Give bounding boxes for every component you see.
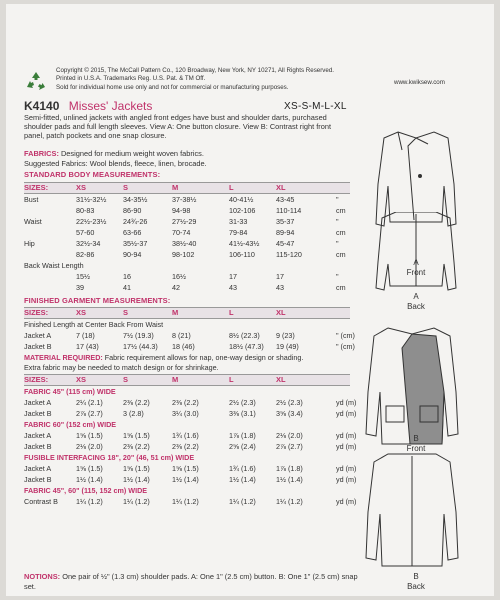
row-value: 98-102	[172, 250, 195, 259]
row-value: 2⅞ (2.7)	[76, 409, 103, 418]
table-row	[24, 331, 364, 341]
row-value: 2⅝ (2.4)	[229, 442, 256, 451]
table-row	[24, 228, 364, 238]
recycle-icon	[24, 70, 48, 94]
row-value: 7 (18)	[76, 331, 95, 340]
row-unit: "	[336, 217, 339, 226]
sizes-header-cell: L	[229, 375, 234, 384]
row-value: 3⅝ (3.4)	[276, 409, 303, 418]
row-value: 2¼ (2.1)	[76, 398, 103, 407]
row-label: Jacket B	[24, 442, 52, 451]
row-value: 1⅝ (1.5)	[76, 464, 103, 473]
pattern-name: Misses' Jackets	[68, 99, 153, 113]
row-value: 1½ (1.4)	[76, 475, 103, 484]
row-unit: cm	[336, 283, 346, 292]
row-unit: yd (m)	[336, 431, 357, 440]
sketch-view-a-back	[368, 212, 464, 292]
sizes-header-cell: M	[172, 375, 179, 384]
row-value: 16	[123, 272, 131, 281]
row-value: 3⅜ (3.1)	[229, 409, 256, 418]
sizes-header-cell: S	[123, 375, 129, 384]
material-required-text: Fabric requirement allows for nap, one-way design or shading.	[102, 353, 304, 362]
row-value: 70-74	[172, 228, 191, 237]
row-value: 2⅛ (2.0)	[276, 431, 303, 440]
row-value: 17	[276, 272, 284, 281]
sizes-header-row	[24, 307, 350, 319]
row-value: 41	[123, 283, 131, 292]
row-value: 1½ (1.4)	[276, 475, 303, 484]
sizes-header-cell: XS	[76, 183, 87, 192]
fabrics-block	[24, 149, 344, 168]
row-label: Waist	[24, 217, 42, 226]
row-value: 9 (23)	[276, 331, 295, 340]
row-unit: " (cm)	[336, 331, 355, 340]
view-b-front-letter: B	[413, 434, 419, 443]
table-row	[24, 250, 364, 260]
row-unit: cm	[336, 228, 346, 237]
sizes-header-cell: XS	[76, 308, 87, 317]
row-value: 89-94	[276, 228, 295, 237]
row-value: 79-84	[229, 228, 248, 237]
suggested-fabrics: Suggested Fabrics: Wool blends, fleece, linen, brocade.	[24, 158, 207, 168]
view-b-front-side: Front	[406, 444, 426, 453]
view-b-back-letter: B	[413, 572, 419, 581]
row-value: 35-37	[276, 217, 295, 226]
row-unit: yd (m)	[336, 475, 357, 484]
row-value: 1¼ (1.2)	[172, 497, 199, 506]
row-value: 8½ (22.3)	[229, 331, 260, 340]
row-unit: "	[336, 239, 339, 248]
row-value: 7½ (19.3)	[123, 331, 154, 340]
row-value: 106-110	[229, 250, 255, 259]
row-value: 2⅜ (2.2)	[172, 442, 199, 451]
row-value: 17	[229, 272, 237, 281]
fabric-group-title: FUSIBLE INTERFACING 18", 20" (46, 51 cm) WIDE	[24, 453, 195, 462]
table-row	[24, 409, 364, 419]
row-label: Jacket B	[24, 475, 52, 484]
sizes-header-cell: XS	[76, 375, 87, 384]
sizes-header-cell: L	[229, 183, 234, 192]
sizes-header-cell: XL	[276, 183, 286, 192]
pattern-number: K4140	[24, 99, 60, 113]
row-value: 1⅝ (1.5)	[123, 431, 150, 440]
row-unit: "	[336, 195, 339, 204]
row-value: 43	[229, 283, 237, 292]
row-value: 63-66	[123, 228, 142, 237]
row-value: 2½ (2.3)	[229, 398, 256, 407]
row-label: Jacket A	[24, 431, 52, 440]
row-value: 2⅛ (2.0)	[76, 442, 103, 451]
notions-text: One pair of ½" (1.3 cm) shoulder pads. A: One 1" (2.5 cm) button. B: One 1" (2.5 cm) snap set.	[24, 572, 358, 591]
row-value: 2⅞ (2.7)	[276, 442, 303, 451]
sizes-header-cell: XL	[276, 375, 286, 384]
table-row	[24, 272, 364, 282]
row-value: 1¼ (1.2)	[123, 497, 150, 506]
pattern-header	[24, 99, 152, 113]
row-value: 1⅝ (1.5)	[123, 464, 150, 473]
table-row	[24, 206, 364, 216]
sizes-header-cell: SIZES:	[24, 308, 49, 317]
row-label: Jacket B	[24, 342, 52, 351]
copyright-block	[56, 67, 356, 92]
row-value: 31½-32½	[76, 195, 107, 204]
printed-line: Printed in U.S.A. Trademarks Reg. U.S. Pat. & TM Off.	[56, 75, 206, 83]
row-value: 90-94	[123, 250, 142, 259]
row-value: 43	[276, 283, 284, 292]
sizes-header-cell: M	[172, 183, 179, 192]
row-value: 2⅜ (2.2)	[172, 398, 199, 407]
row-value: 110-114	[276, 206, 302, 215]
sketch-view-b-back	[356, 452, 468, 572]
row-value: 31-33	[229, 217, 248, 226]
row-value: 1⅞ (1.8)	[229, 431, 256, 440]
table-row	[24, 398, 364, 408]
row-value: 24¾-26	[123, 217, 148, 226]
fabric-group-title: FABRIC 45" (115 cm) WIDE	[24, 387, 116, 396]
notions-block	[24, 572, 364, 591]
row-value: 3 (2.8)	[123, 409, 144, 418]
row-unit: cm	[336, 206, 346, 215]
sizes-header-cell: M	[172, 308, 179, 317]
row-value: 35½-37	[123, 239, 148, 248]
view-a-back-side: Back	[407, 302, 425, 311]
table-row	[24, 195, 364, 205]
row-value: 43-45	[276, 195, 295, 204]
sizes-header-cell: SIZES:	[24, 375, 49, 384]
row-value: 27½-29	[172, 217, 197, 226]
table-row	[24, 475, 364, 485]
copyright-line: Copyright © 2015, The McCall Pattern Co., 120 Broadway, New York, NY 10271, All Rights Reserved.	[56, 67, 334, 74]
row-unit: cm	[336, 250, 346, 259]
row-value: 41½-43½	[229, 239, 260, 248]
row-unit: yd (m)	[336, 442, 357, 451]
row-value: 1½ (1.4)	[172, 475, 199, 484]
row-value: 19 (49)	[276, 342, 299, 351]
material-required-text-2: Extra fabric may be needed to match design or for shrinkage.	[24, 363, 219, 372]
row-value: 57-60	[76, 228, 95, 237]
row-unit: " (cm)	[336, 342, 355, 351]
row-value: 1¾ (1.6)	[229, 464, 256, 473]
table-row	[24, 431, 364, 441]
material-required-line	[24, 353, 303, 362]
fabric-group-title: FABRIC 45", 60" (115, 152 cm) WIDE	[24, 486, 148, 495]
row-value: 86-90	[123, 206, 142, 215]
row-unit: yd (m)	[336, 409, 357, 418]
row-value: 17½ (44.3)	[123, 342, 158, 351]
row-value: 2½ (2.3)	[276, 398, 303, 407]
standard-measurements-title: STANDARD BODY MEASUREMENTS:	[24, 170, 161, 179]
row-value: 32½-34	[76, 239, 101, 248]
row-value: 18½ (47.3)	[229, 342, 264, 351]
view-a-front-letter: A	[413, 258, 419, 267]
description: Semi-fitted, unlined jackets with angled front edges have bust and shoulder darts, purchased shoulder pads and full length sleeves. View A: One button closure. View B: Contrast right front panel, patch pockets and one snap closure.	[24, 113, 332, 141]
row-unit: "	[336, 272, 339, 281]
row-value: 17 (43)	[76, 342, 99, 351]
row-value: 80-83	[76, 206, 95, 215]
row-label: Contrast B	[24, 497, 58, 506]
row-value: 1½ (1.4)	[123, 475, 150, 484]
sizes-header-row	[24, 374, 350, 386]
finished-measurements-title: FINISHED GARMENT MEASUREMENTS:	[24, 296, 171, 305]
row-unit: yd (m)	[336, 497, 357, 506]
size-range: XS-S-M-L-XL	[284, 101, 347, 112]
row-unit: yd (m)	[336, 464, 357, 473]
finished-length-label: Finished Length at Center Back From Waist	[24, 320, 164, 329]
row-label: Jacket A	[24, 464, 52, 473]
row-value: 1⅝ (1.5)	[172, 464, 199, 473]
row-label: Bust	[24, 195, 39, 204]
sizes-header-cell: SIZES:	[24, 183, 49, 192]
view-b-back-side: Back	[407, 582, 425, 591]
row-value: 1⅞ (1.8)	[276, 464, 303, 473]
row-value: 18 (46)	[172, 342, 195, 351]
row-value: 2⅜ (2.2)	[123, 442, 150, 451]
back-waist-label: Back Waist Length	[24, 261, 84, 270]
sizes-header-cell: S	[123, 183, 129, 192]
row-value: 42	[172, 283, 180, 292]
table-row	[24, 283, 364, 293]
row-value: 115-120	[276, 250, 302, 259]
sold-line: Sold for individual home use only and not for commercial or manufacturing purposes.	[56, 83, 289, 91]
sketch-view-b-front	[356, 322, 468, 452]
row-value: 34-35½	[123, 195, 148, 204]
row-value: 38½-40	[172, 239, 197, 248]
row-value: 3¼ (3.0)	[172, 409, 199, 418]
row-value: 82-86	[76, 250, 95, 259]
table-row	[24, 217, 364, 227]
fabric-group-title: FABRIC 60" (152 cm) WIDE	[24, 420, 117, 429]
sizes-header-cell: L	[229, 308, 234, 317]
row-value: 1¼ (1.2)	[229, 497, 256, 506]
row-value: 16½	[172, 272, 186, 281]
row-value: 39	[76, 283, 84, 292]
sizes-header-row	[24, 182, 350, 194]
row-value: 1¾ (1.6)	[172, 431, 199, 440]
material-required-title: MATERIAL REQUIRED:	[24, 353, 103, 362]
row-value: 1¼ (1.2)	[276, 497, 303, 506]
sizes-header-cell: S	[123, 308, 129, 317]
row-value: 45-47	[276, 239, 295, 248]
row-value: 8 (21)	[172, 331, 191, 340]
fabrics-text: Designed for medium weight woven fabrics.	[60, 149, 204, 158]
row-value: 1⅝ (1.5)	[76, 431, 103, 440]
website-link[interactable]: www.kwiksew.com	[394, 79, 445, 86]
view-a-back-letter: A	[413, 292, 419, 301]
table-row	[24, 442, 364, 452]
table-row	[24, 342, 364, 352]
row-value: 40-41½	[229, 195, 254, 204]
view-a-front-side: Front	[406, 268, 426, 277]
table-row	[24, 497, 364, 507]
row-value: 1¼ (1.2)	[76, 497, 103, 506]
row-unit: yd (m)	[336, 398, 357, 407]
row-value: 37-38½	[172, 195, 197, 204]
sizes-header-cell: XL	[276, 308, 286, 317]
row-value: 2⅜ (2.2)	[123, 398, 150, 407]
row-label: Hip	[24, 239, 35, 248]
row-value: 102-106	[229, 206, 256, 215]
table-row	[24, 464, 364, 474]
row-label: Jacket A	[24, 331, 52, 340]
notions-label: NOTIONS:	[24, 572, 61, 581]
table-row	[24, 239, 364, 249]
row-value: 15½	[76, 272, 90, 281]
row-label: Jacket B	[24, 409, 52, 418]
fabrics-label: FABRICS:	[24, 149, 59, 158]
row-label: Jacket A	[24, 398, 52, 407]
row-value: 22½-23½	[76, 217, 107, 226]
row-value: 94-98	[172, 206, 191, 215]
row-value: 1½ (1.4)	[229, 475, 256, 484]
